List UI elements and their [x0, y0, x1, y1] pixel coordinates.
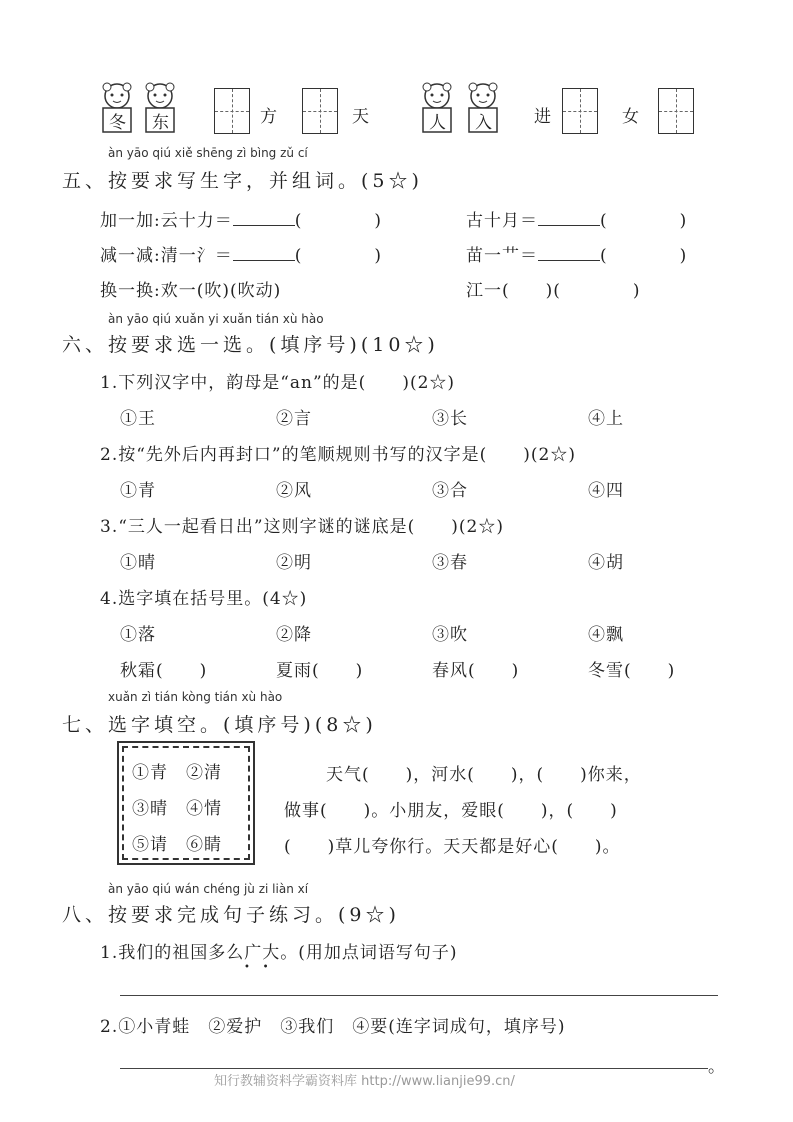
s6-q1-option: ③长: [432, 409, 468, 429]
writing-grid[interactable]: [214, 88, 250, 134]
s6-q3: 3.“三人一起看日出”这则字谜的谜底是( )(2☆): [100, 517, 504, 537]
s5-row1-right: 古十月＝ ( ): [466, 211, 688, 231]
tiger-sign-char: 入: [475, 113, 492, 133]
tiger-sign-char: 人: [429, 113, 446, 133]
section-7-pinyin: xuǎn zì tián kòng tián xù hào: [108, 690, 283, 704]
writing-grid[interactable]: [302, 88, 338, 134]
s7-line-1: 天气( )，河水( )，( )你来，: [326, 765, 642, 785]
answer-blank[interactable]: [538, 211, 600, 226]
answer-line[interactable]: [120, 1068, 708, 1069]
box-row: ⑤请 ⑥睛: [132, 835, 222, 855]
section-5-title: 五、按要求写生字，并组词。(5☆): [62, 170, 423, 192]
s6-q2-option: ③合: [432, 481, 468, 501]
s6-q4-fill[interactable]: 春风( ): [432, 661, 520, 681]
answer-blank[interactable]: [233, 246, 295, 261]
section-8-title: 八、按要求完成句子练习。(9☆): [62, 904, 400, 926]
box-row: ③晴 ④情: [132, 799, 222, 819]
answer-blank[interactable]: [233, 211, 295, 226]
s6-q4-fill[interactable]: 夏雨( ): [276, 661, 364, 681]
section-7-title: 七、选字填空。(填序号)(8☆): [62, 714, 377, 736]
s8-q2: 2.①小青蛙 ②爱护 ③我们 ④要(连字词成句，填序号): [100, 1017, 566, 1037]
s6-q2: 2.按“先外后内再封口”的笔顺规则书写的汉字是( )(2☆): [100, 445, 576, 465]
s6-q2-option: ④四: [588, 481, 624, 501]
s5-row1-left: 加一加:云十力＝ ( ): [100, 211, 382, 231]
s7-line-2: 做事( )。小朋友，爱眼( )，( ): [284, 801, 618, 821]
s5-row3-left: 换一换:欢一(吹)(吹动): [100, 281, 282, 301]
s6-q4-option: ②降: [276, 625, 312, 645]
s5-row3-right: 江一( )( ): [466, 281, 641, 301]
s5-row2-right: 苗一艹＝ ( ): [466, 246, 688, 266]
s6-q3-option: ④胡: [588, 553, 624, 573]
writing-grid[interactable]: [658, 88, 694, 134]
s6-q2-option: ②风: [276, 481, 312, 501]
s6-q4: 4.选字填在括号里。(4☆): [100, 589, 308, 609]
s5-row2-left: 减一减:清一氵＝ ( ): [100, 246, 382, 266]
footer-watermark: 知行教辅资料学霸资料库 http://www.lianjie99.cn/: [214, 1074, 515, 1089]
s6-q4-fill[interactable]: 秋霜( ): [120, 661, 208, 681]
line-end-period: 。: [708, 1057, 726, 1077]
s6-q4-option: ③吹: [432, 625, 468, 645]
s6-q3-option: ③春: [432, 553, 468, 573]
s6-q1-option: ④上: [588, 409, 624, 429]
grid-label: 进: [534, 107, 551, 127]
s6-q4-fill[interactable]: 冬雪( ): [588, 661, 676, 681]
answer-blank[interactable]: [538, 246, 600, 261]
answer-line[interactable]: [120, 995, 718, 996]
s6-q1: 1.下列汉字中，韵母是“an”的是( )(2☆): [100, 373, 456, 393]
s6-q3-option: ②明: [276, 553, 312, 573]
s6-q1-option: ②言: [276, 409, 312, 429]
s6-q4-option: ④飘: [588, 625, 624, 645]
grid-label: 女: [622, 107, 639, 127]
section-5-pinyin: àn yāo qiú xiě shēng zì bìng zǔ cí: [108, 146, 308, 160]
section-6-title: 六、按要求选一选。(填序号)(10☆): [62, 334, 439, 356]
s8-q1: 1.我们的祖国多么广大。(用加点词语写句子): [100, 943, 458, 963]
s7-line-3: ( )草儿夸你行。天天都是好心( )。: [284, 837, 621, 857]
section-6-pinyin: àn yāo qiú xuǎn yi xuǎn tián xù hào: [108, 312, 324, 326]
writing-grid[interactable]: [562, 88, 598, 134]
box-row: ①青 ②清: [132, 763, 222, 783]
tiger-sign-char: 冬: [109, 113, 126, 133]
s6-q2-option: ①青: [120, 481, 156, 501]
section-8-pinyin: àn yāo qiú wán chéng jù zi liàn xí: [108, 882, 309, 896]
grid-label: 方: [260, 107, 277, 127]
s6-q3-option: ①晴: [120, 553, 156, 573]
emphasis-dots: • •: [244, 962, 269, 973]
grid-label: 天: [352, 107, 369, 127]
tiger-sign-char: 东: [152, 113, 169, 133]
s6-q4-option: ①落: [120, 625, 156, 645]
s6-q1-option: ①王: [120, 409, 156, 429]
